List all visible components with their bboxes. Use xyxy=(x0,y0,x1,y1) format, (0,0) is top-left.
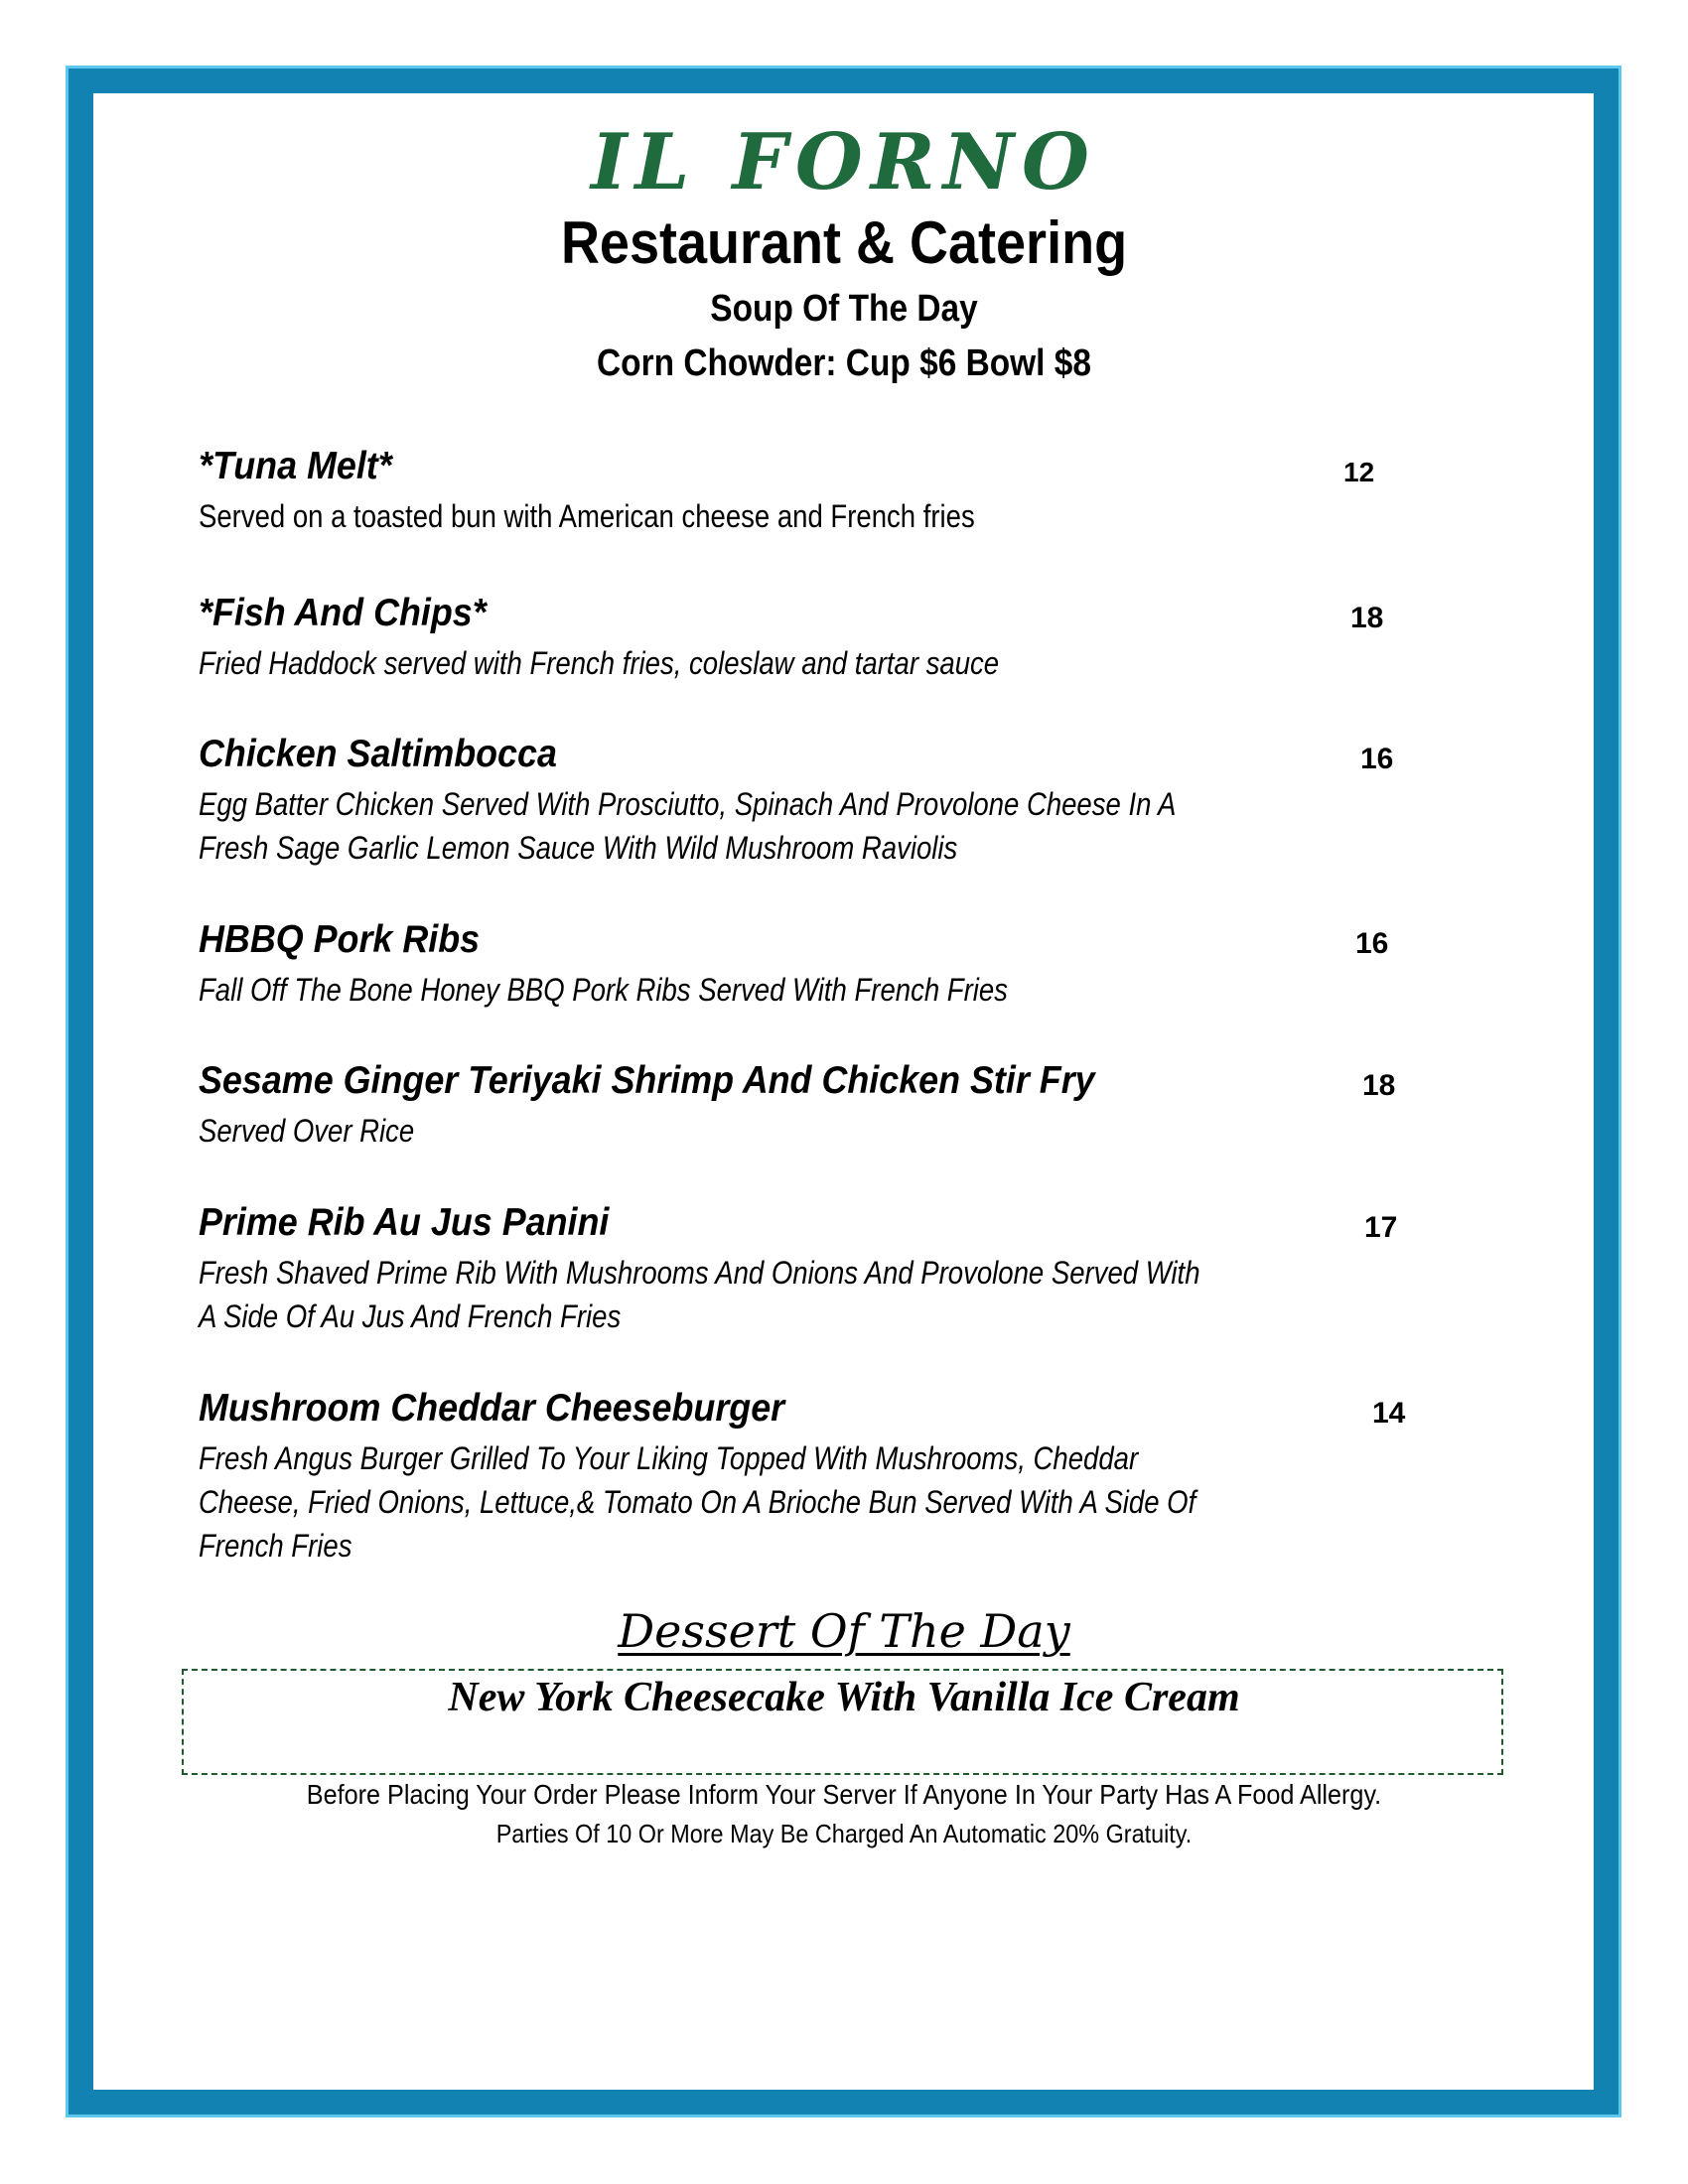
menu-item-description: Fresh Angus Burger Grilled To Your Liking Topped With Mushrooms, Cheddar xyxy=(199,1440,1139,1476)
gratuity-notice: Parties Of 10 Or More May Be Charged An Automatic 20% Gratuity. xyxy=(495,1819,1193,1848)
menu-item-description: Fall Off The Bone Honey BBQ Pork Ribs Served With French Fries xyxy=(199,972,1008,1008)
menu-item-description: Served on a toasted bun with American cheese and French fries xyxy=(199,498,975,534)
menu-item-description: A Side Of Au Jus And French Fries xyxy=(199,1298,622,1334)
menu-item-price: 14 xyxy=(1372,1397,1406,1430)
menu-item-name: Mushroom Cheddar Cheeseburger xyxy=(199,1387,785,1430)
soup-of-the-day-detail: Corn Chowder: Cup $6 Bowl $8 xyxy=(597,342,1091,384)
menu-item-name: Prime Rib Au Jus Panini xyxy=(199,1201,610,1244)
menu-item-description: French Fries xyxy=(199,1528,352,1564)
menu-item-price: 18 xyxy=(1350,602,1384,634)
menu-item-description: Served Over Rice xyxy=(199,1113,415,1149)
menu-item-name: *Fish And Chips* xyxy=(199,592,487,634)
menu-item-description: Fried Haddock served with French fries, coleslaw and tartar sauce xyxy=(199,645,1000,681)
menu-item-name: Chicken Saltimbocca xyxy=(199,733,557,775)
menu-item-description: Fresh Sage Garlic Lemon Sauce With Wild Mushroom Raviolis xyxy=(199,830,958,866)
menu-item-price: 16 xyxy=(1355,927,1389,960)
menu-item-description: Egg Batter Chicken Served With Prosciutto, Spinach And Provolone Cheese In A xyxy=(199,786,1177,822)
menu-item-price: 16 xyxy=(1360,743,1394,775)
menu-item-description: Cheese, Fried Onions, Lettuce,& Tomato On A Brioche Bun Served With A Side Of xyxy=(199,1484,1196,1520)
menu-item-name: HBBQ Pork Ribs xyxy=(199,918,481,961)
soup-of-the-day-heading: Soup Of The Day xyxy=(710,288,978,330)
menu-item-price: 18 xyxy=(1362,1069,1396,1102)
menu-item-name: *Tuna Melt* xyxy=(199,445,392,487)
menu-item-price: 17 xyxy=(1364,1211,1398,1244)
allergy-notice: Before Placing Your Order Please Inform Your Server If Anyone In Your Party Has A Food Allergy. xyxy=(306,1779,1382,1810)
menu-item-description: Fresh Shaved Prime Rib With Mushrooms And Onions And Provolone Served With xyxy=(199,1255,1200,1291)
dessert-heading-text: Dessert Of The Day xyxy=(618,1604,1070,1658)
restaurant-logo: IL FORNO xyxy=(591,117,1097,207)
dessert-item: New York Cheesecake With Vanilla Ice Cream xyxy=(448,1675,1240,1720)
dessert-heading xyxy=(0,1604,1688,1658)
restaurant-subtitle: Restaurant & Catering xyxy=(560,209,1128,276)
menu-item-name: Sesame Ginger Teriyaki Shrimp And Chicken Stir Fry xyxy=(199,1059,1095,1102)
menu-item-price: 12 xyxy=(1343,457,1375,487)
